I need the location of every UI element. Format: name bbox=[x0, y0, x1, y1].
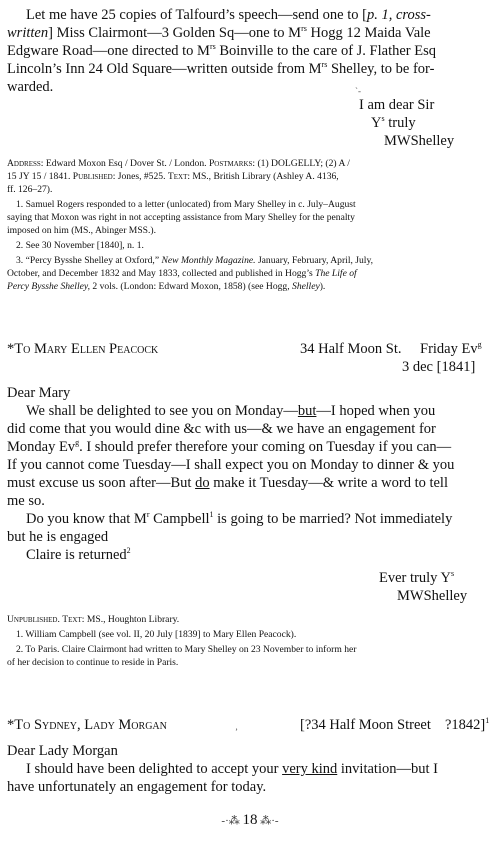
notes2-line1: Unpublished. Text: MS., Houghton Library. bbox=[7, 614, 180, 625]
letter3-line1: I should have been delighted to accept your very kind invitation—but I bbox=[26, 761, 438, 777]
notes2-n1: 1. William Campbell (see vol. II, 20 July [1839] to Mary Ellen Peacock). bbox=[16, 629, 297, 640]
letter1-line-2: written] Miss Clairmont—3 Golden Sq—one to $M^{rs}$ Hogg 12 Maida Vale bbox=[7, 24, 431, 41]
notes2-n2-b: of her decision to continue to reside in Paris. bbox=[7, 657, 179, 668]
notes1-n1-b: saying that Moxon was right in not accepting assistance from Mary Shelley for the penalty bbox=[7, 212, 355, 223]
letter2-day: Friday Ev$^g$ bbox=[420, 340, 482, 357]
stray-mark-2: ʼ bbox=[235, 727, 238, 737]
stray-mark: `‐ bbox=[355, 86, 361, 96]
letter1-line-4: Lincoln’s Inn 24 Old Square—written outside from $M^{rs}$ Shelley, to be for- bbox=[7, 60, 435, 77]
notes1-line-2: 15 JY 15 / 1841. Published: Jones, #525. Text: MS., British Library (Ashley A. 4136, bbox=[7, 171, 339, 182]
notes1-address: Address: Edward Moxon Esq / Dover St. / London. Postmarks: (1) DOLGELLY; (2) A / bbox=[7, 158, 350, 169]
notes1-n2: 2. See 30 November [1840], n. 1. bbox=[16, 240, 144, 251]
letter2-p3: Claire is returned$^2$ bbox=[26, 546, 131, 563]
letter3-heading: *To Sydney, Lady Morgan bbox=[7, 717, 167, 733]
letter2-date: 3 dec [1841] bbox=[402, 359, 476, 375]
letter2-place: 34 Half Moon St. bbox=[300, 341, 402, 357]
letter1-line-5: warded. bbox=[7, 79, 54, 95]
ornament-right-icon: ⁂·- bbox=[257, 815, 279, 827]
letter1-closing-1: I am dear Sir bbox=[359, 97, 435, 113]
letter3-date: ?1842]$^1$ bbox=[445, 716, 490, 733]
notes1-n1-a: 1. Samuel Rogers responded to a letter (unlocated) from Mary Shelley in c. July–August bbox=[16, 199, 356, 210]
letter2-p1-line1: We shall be delighted to see you on Monday—but—I hoped when you bbox=[26, 403, 436, 419]
letter3-salutation: Dear Lady Morgan bbox=[7, 743, 118, 759]
letter1-line-1: Let me have 25 copies of Talfourd’s speech—send one to [p. 1, cross- bbox=[26, 7, 431, 23]
letter2-p1-line4: If you cannot come Tuesday—I shall expect you on Monday to dinner & you bbox=[7, 457, 455, 473]
notes1-n3-b: October, and December 1832 and May 1833, collected and published in Hogg’s The Life of bbox=[7, 268, 357, 279]
letter1-line-3: Edgware Road—one directed to $M^{rs}$ Boinville to the care of J. Flather Esq bbox=[7, 42, 436, 59]
letter2-p1-line2: did come that you would dine &c with us—& we have an engagement for bbox=[7, 421, 436, 437]
letter2-salutation: Dear Mary bbox=[7, 385, 71, 401]
letter1-closing-2: $Y^s$ truly bbox=[371, 114, 416, 131]
page-footer bbox=[0, 812, 500, 829]
notes1-line-3: ff. 126–27). bbox=[7, 184, 53, 195]
letter2-signature: MWShelley bbox=[397, 588, 468, 604]
notes2-n2-a: 2. To Paris. Claire Clairmont had written to Mary Shelley on 23 November to inform her bbox=[16, 644, 357, 655]
letter2-p2-line2: but he is engaged bbox=[7, 529, 109, 545]
notes1-n3-c: Percy Bysshe Shelley, 2 vols. (London: Edward Moxon, 1858) (see Hogg, Shelley). bbox=[7, 281, 326, 292]
letter2-p2-line1: Do you know that $M^r$ Campbell$^1$ is going to be married? Not immediately bbox=[26, 510, 453, 527]
page-number: 18 bbox=[242, 812, 258, 828]
ornament-left-icon: -·⁂ bbox=[221, 815, 243, 827]
letter1-signature: MWShelley bbox=[384, 133, 455, 149]
letter3-line2: have unfortunately an engagement for today. bbox=[7, 779, 267, 795]
letter2-p1-line5: must excuse us soon after—But do make it Tuesday—& write a word to tell bbox=[7, 475, 448, 491]
letter2-closing: Ever truly $Y^s$ bbox=[379, 569, 455, 586]
letter3-place: [?34 Half Moon Street bbox=[300, 717, 431, 733]
letter2-heading: *To Mary Ellen Peacock bbox=[7, 341, 159, 357]
letter2-p1-line3: Monday Ev$^g$. I should prefer therefore your coming on Tuesday if you can— bbox=[7, 438, 452, 455]
notes1-n3-a: 3. “Percy Bysshe Shelley at Oxford,” New Monthly Magazine. January, February, April, July, bbox=[16, 255, 374, 266]
letter2-p1-line6: me so. bbox=[7, 493, 45, 509]
notes1-n1-c: imposed on him (MS., Abinger MSS.). bbox=[7, 225, 156, 236]
